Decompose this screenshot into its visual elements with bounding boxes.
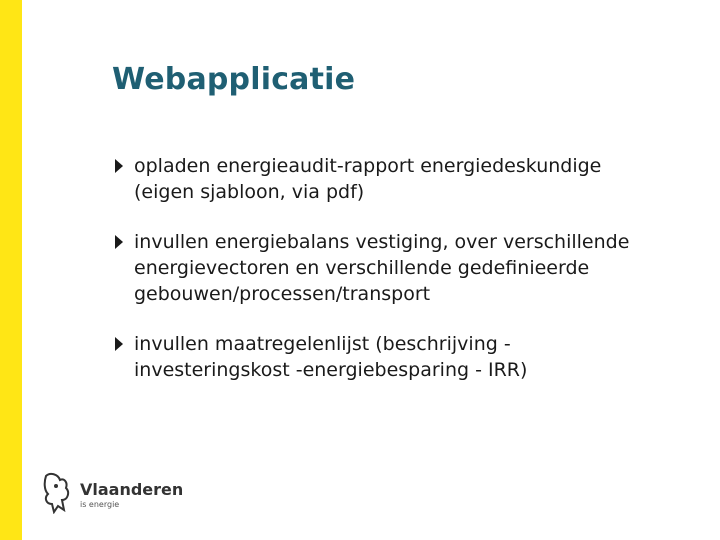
bullet-text-line: gebouwen/processen/transport	[134, 283, 431, 305]
bullet-arrow-icon	[115, 235, 123, 249]
bullet-item	[112, 229, 672, 307]
bullet-list	[112, 153, 672, 407]
slide-title: Webapplicatie	[112, 62, 356, 97]
vlaanderen-logo	[40, 470, 184, 520]
bullet-text-line: opladen energieaudit-rapport energiedeskundige	[134, 155, 602, 177]
logo-wordmark: Vlaanderen	[80, 480, 184, 499]
bullet-text-line: investeringskost -energiebesparing - IRR)	[134, 359, 528, 381]
bullet-arrow-icon	[115, 337, 123, 351]
bullet-text-line: invullen energiebalans vestiging, over verschillende	[134, 231, 630, 253]
bullet-text-line: (eigen sjabloon, via pdf)	[134, 181, 365, 203]
bullet-arrow-icon	[115, 159, 123, 173]
bullet-item	[112, 331, 672, 383]
bullet-item	[112, 153, 672, 205]
yellow-side-stripe	[0, 0, 22, 540]
lion-emblem-icon	[40, 470, 74, 514]
bullet-text-line: invullen maatregelenlijst (beschrijving -	[134, 333, 511, 355]
bullet-text-line: energievectoren en verschillende gedefinieerde	[134, 257, 590, 279]
logo-tagline: is energie	[80, 500, 120, 509]
